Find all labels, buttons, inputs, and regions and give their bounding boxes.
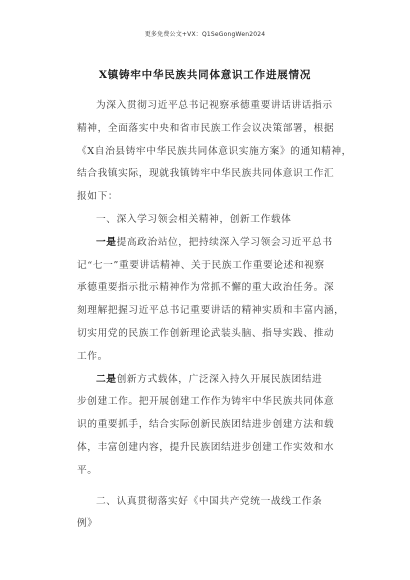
point-1-line: 刻理解把握习近平总书记重要讲话的精神实质和丰富内涵，	[77, 305, 345, 317]
point-2-line: 识的重要抓手，结合实际创新民族团结进步创建方法和载	[77, 419, 335, 431]
point-1-text: 提高政治站位，把持续深入学习领会习近平总书	[116, 236, 333, 248]
intro-line: 结合我镇实际，现就我镇铸牢中华民族共同体意识工作汇	[77, 168, 335, 180]
point-2-line: 体，丰富创建内容，提升民族团结进步创建工作实效和水	[77, 441, 335, 453]
header-note: 更多免费公文+VX：Q1SeGongWen2024	[144, 31, 266, 38]
point-1-line: 承德重要指示批示精神作为常抓不懈的重大政治任务。深	[77, 282, 335, 294]
point-2-first-line	[77, 369, 339, 392]
point-1-line: 切实用党的民族工作创新理论武装头脑、指导实践、推动	[77, 327, 335, 339]
point-2-line: 平。	[77, 464, 98, 476]
point-2-lead: 二是	[96, 373, 117, 385]
point-1-line: 工作。	[77, 350, 108, 362]
point-1-lead: 一是	[96, 236, 117, 248]
point-2-text: 创新方式载体，广泛深入持久开展民族团结进	[116, 373, 323, 385]
section-heading-1: 一、深入学习领会相关精神，创新工作载体	[96, 213, 292, 225]
section-heading-2-cont: 例》	[77, 518, 98, 530]
intro-line: 《X自治县铸牢中华民族共同体意识实施方案》的通知精神，	[77, 145, 352, 157]
intro-line: 为深入贯彻习近平总书记视察承德重要讲话讲话指示	[96, 100, 333, 111]
point-1-first-line	[77, 232, 339, 255]
point-2-line: 步创建工作。把开展创建工作作为铸牢中华民族共同体意	[77, 396, 335, 408]
section-heading-2: 二、认真贯彻落实好《中国共产党统一战线工作条	[96, 495, 323, 507]
intro-line: 精神，全面落实中央和省市民族工作会议决策部署，根据	[77, 122, 335, 134]
point-1-line: 记“七一”重要讲话精神、关于民族工作重要论述和视察	[77, 259, 325, 271]
intro-line: 报如下：	[77, 191, 119, 203]
document-body	[77, 95, 352, 536]
document-title: X镇铸牢中华民族共同体意识工作进展情况	[98, 69, 312, 81]
